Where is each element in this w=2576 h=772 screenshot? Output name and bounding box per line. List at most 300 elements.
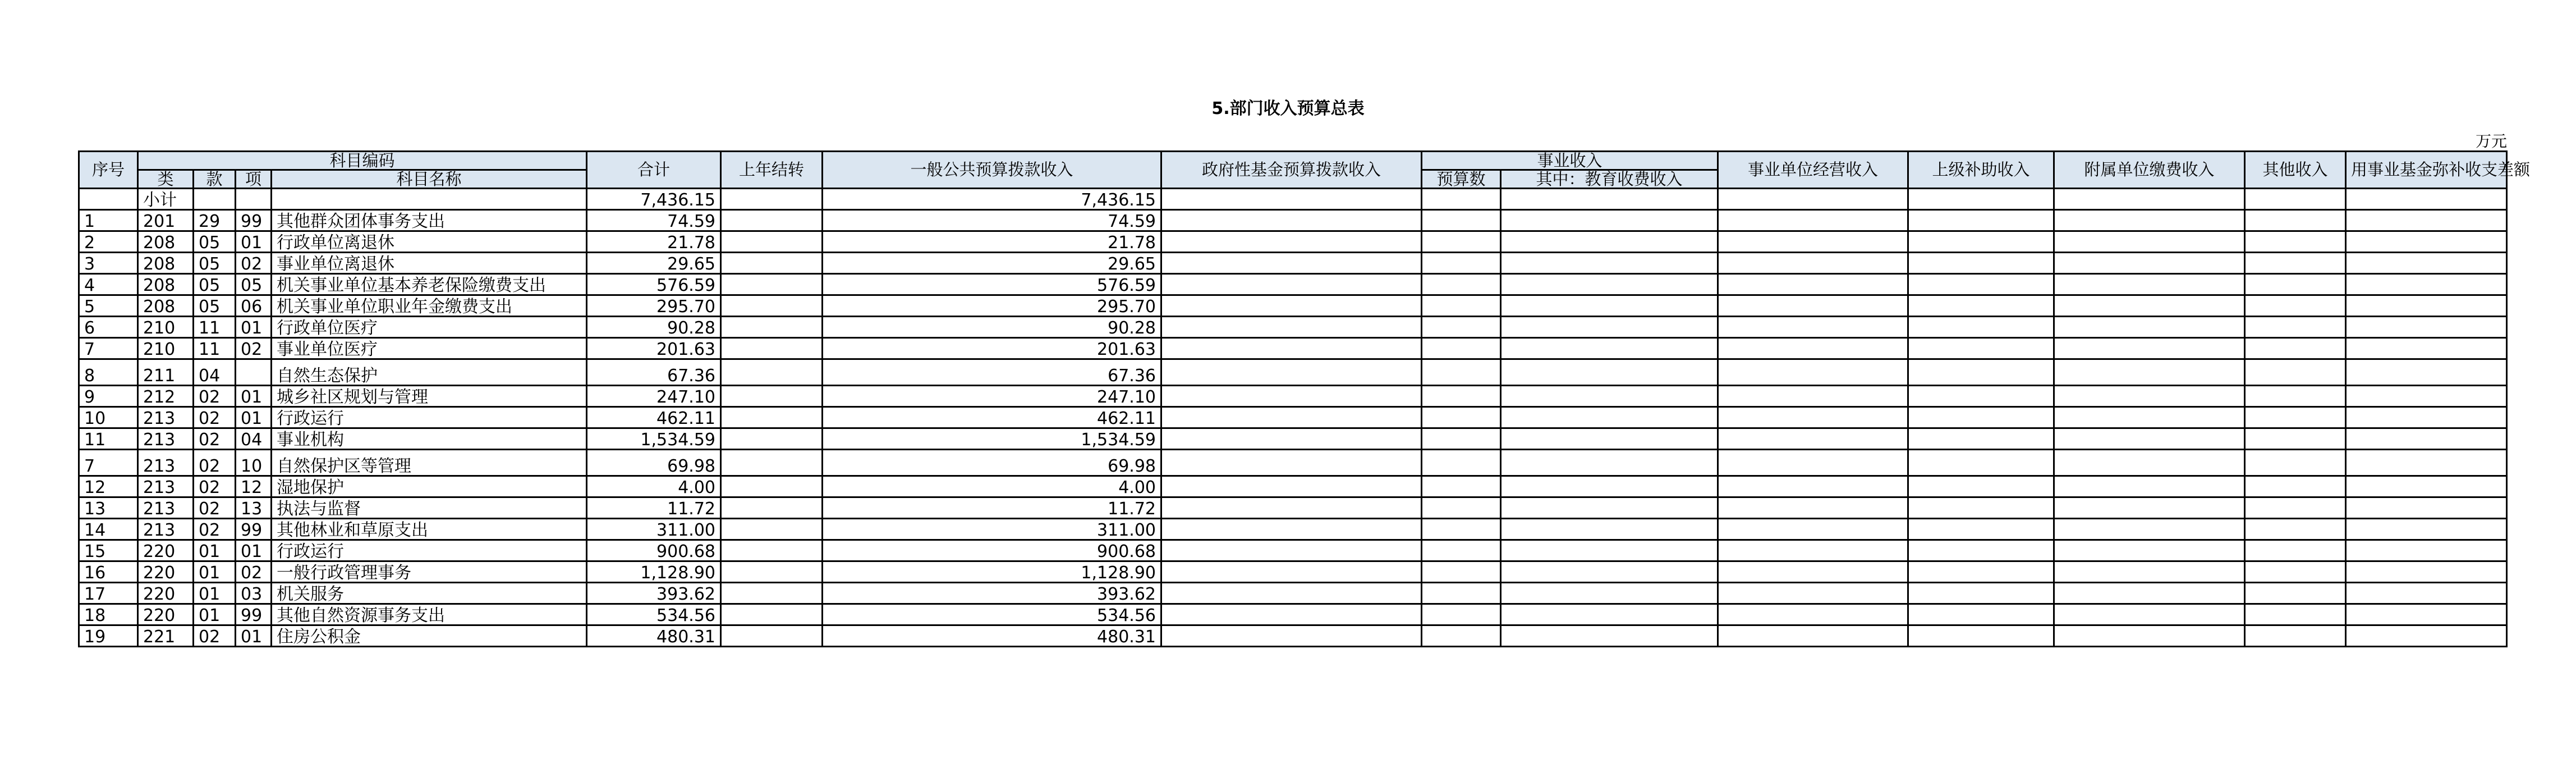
- cell-xiang: 01: [236, 317, 272, 338]
- cell-operating: [1718, 189, 1908, 210]
- cell-career-edu: [1501, 210, 1718, 231]
- cell-affiliate: [2054, 583, 2245, 604]
- cell-kuan: 01: [194, 561, 236, 583]
- cell-govfund: [1161, 386, 1422, 407]
- cell-total: 295.70: [587, 295, 721, 317]
- cell-fund-makeup: [2346, 338, 2507, 359]
- cell-subsidy: [1908, 497, 2054, 519]
- cell-carryover: [721, 231, 823, 253]
- cell-name: 行政单位医疗: [272, 317, 587, 338]
- cell-general: 201.63: [823, 338, 1161, 359]
- cell-seq: [79, 189, 138, 210]
- cell-name: 机关事业单位基本养老保险缴费支出: [272, 274, 587, 295]
- cell-carryover: [721, 407, 823, 428]
- cell-fund-makeup: [2346, 317, 2507, 338]
- cell-career-budget: [1422, 407, 1501, 428]
- cell-carryover: [721, 274, 823, 295]
- cell-career-budget: [1422, 338, 1501, 359]
- cell-affiliate: [2054, 604, 2245, 625]
- cell-operating: [1718, 604, 1908, 625]
- cell-career-edu: [1501, 561, 1718, 583]
- cell-kuan: 05: [194, 274, 236, 295]
- cell-career-budget: [1422, 253, 1501, 274]
- cell-kuan: [194, 189, 236, 210]
- cell-carryover: [721, 497, 823, 519]
- cell-affiliate: [2054, 497, 2245, 519]
- cell-kuan: 05: [194, 295, 236, 317]
- cell-total: 74.59: [587, 210, 721, 231]
- cell-career-edu: [1501, 604, 1718, 625]
- cell-fund-makeup: [2346, 625, 2507, 647]
- cell-seq: 15: [79, 540, 138, 561]
- cell-kuan: 02: [194, 386, 236, 407]
- cell-govfund: [1161, 519, 1422, 540]
- cell-career-budget: [1422, 274, 1501, 295]
- cell-total: 69.98: [587, 450, 721, 476]
- cell-govfund: [1161, 295, 1422, 317]
- header-subsidy: 上级补助收入: [1908, 152, 2054, 189]
- cell-career-budget: [1422, 450, 1501, 476]
- table-row: [79, 497, 2507, 519]
- cell-carryover: [721, 625, 823, 647]
- cell-fund-makeup: [2346, 253, 2507, 274]
- header-govfund: 政府性基金预算拨款收入: [1161, 152, 1422, 189]
- cell-name: 自然生态保护: [272, 359, 587, 386]
- cell-name: 行政单位离退休: [272, 231, 587, 253]
- cell-career-edu: [1501, 386, 1718, 407]
- cell-operating: [1718, 540, 1908, 561]
- cell-total: 480.31: [587, 625, 721, 647]
- cell-other: [2245, 407, 2346, 428]
- cell-affiliate: [2054, 338, 2245, 359]
- cell-affiliate: [2054, 561, 2245, 583]
- cell-kuan: 01: [194, 583, 236, 604]
- cell-career-budget: [1422, 476, 1501, 497]
- cell-total: 534.56: [587, 604, 721, 625]
- cell-fund-makeup: [2346, 497, 2507, 519]
- cell-kuan: 29: [194, 210, 236, 231]
- cell-lei: 210: [138, 317, 194, 338]
- cell-name: 住房公积金: [272, 625, 587, 647]
- cell-subsidy: [1908, 386, 2054, 407]
- cell-seq: 13: [79, 497, 138, 519]
- cell-fund-makeup: [2346, 231, 2507, 253]
- cell-operating: [1718, 253, 1908, 274]
- table-row: [79, 561, 2507, 583]
- cell-name: 行政运行: [272, 540, 587, 561]
- cell-other: [2245, 561, 2346, 583]
- cell-total: 7,436.15: [587, 189, 721, 210]
- cell-seq: 2: [79, 231, 138, 253]
- cell-general: 69.98: [823, 450, 1161, 476]
- cell-operating: [1718, 583, 1908, 604]
- cell-subsidy: [1908, 231, 2054, 253]
- table-row: [79, 295, 2507, 317]
- cell-fund-makeup: [2346, 386, 2507, 407]
- cell-lei: 208: [138, 295, 194, 317]
- cell-carryover: [721, 428, 823, 450]
- cell-seq: 5: [79, 295, 138, 317]
- cell-carryover: [721, 359, 823, 386]
- cell-other: [2245, 274, 2346, 295]
- cell-name: 事业单位医疗: [272, 338, 587, 359]
- cell-other: [2245, 519, 2346, 540]
- cell-carryover: [721, 540, 823, 561]
- cell-name: 自然保护区等管理: [272, 450, 587, 476]
- cell-xiang: 01: [236, 540, 272, 561]
- cell-fund-makeup: [2346, 519, 2507, 540]
- cell-general: 900.68: [823, 540, 1161, 561]
- cell-subsidy: [1908, 189, 2054, 210]
- table-row: [79, 317, 2507, 338]
- cell-fund-makeup: [2346, 189, 2507, 210]
- cell-operating: [1718, 386, 1908, 407]
- cell-general: 393.62: [823, 583, 1161, 604]
- cell-operating: [1718, 210, 1908, 231]
- cell-operating: [1718, 561, 1908, 583]
- cell-career-edu: [1501, 476, 1718, 497]
- cell-total: 11.72: [587, 497, 721, 519]
- cell-fund-makeup: [2346, 295, 2507, 317]
- cell-subsidy: [1908, 210, 2054, 231]
- cell-total: 462.11: [587, 407, 721, 428]
- cell-total: 1,534.59: [587, 428, 721, 450]
- table-row: [79, 231, 2507, 253]
- table-row: [79, 210, 2507, 231]
- cell-general: 295.70: [823, 295, 1161, 317]
- cell-kuan: 02: [194, 625, 236, 647]
- cell-career-edu: [1501, 231, 1718, 253]
- cell-subsidy: [1908, 583, 2054, 604]
- cell-affiliate: [2054, 359, 2245, 386]
- cell-xiang: [236, 189, 272, 210]
- cell-kuan: 01: [194, 604, 236, 625]
- header-xiang: 项: [236, 170, 272, 189]
- cell-lei: 221: [138, 625, 194, 647]
- cell-govfund: [1161, 359, 1422, 386]
- cell-name: 行政运行: [272, 407, 587, 428]
- cell-carryover: [721, 210, 823, 231]
- cell-name: 其他林业和草原支出: [272, 519, 587, 540]
- table-row: [79, 625, 2507, 647]
- cell-affiliate: [2054, 407, 2245, 428]
- cell-career-edu: [1501, 540, 1718, 561]
- table-row: [79, 189, 2507, 210]
- cell-career-budget: [1422, 359, 1501, 386]
- cell-carryover: [721, 253, 823, 274]
- cell-other: [2245, 428, 2346, 450]
- cell-general: 534.56: [823, 604, 1161, 625]
- cell-govfund: [1161, 476, 1422, 497]
- header-general: 一般公共预算拨款收入: [823, 152, 1161, 189]
- cell-xiang: 05: [236, 274, 272, 295]
- cell-lei: 213: [138, 476, 194, 497]
- cell-name: 执法与监督: [272, 497, 587, 519]
- cell-carryover: [721, 386, 823, 407]
- cell-general: 1,128.90: [823, 561, 1161, 583]
- cell-xiang: 01: [236, 625, 272, 647]
- cell-fund-makeup: [2346, 274, 2507, 295]
- cell-name: 一般行政管理事务: [272, 561, 587, 583]
- cell-govfund: [1161, 450, 1422, 476]
- cell-subsidy: [1908, 428, 2054, 450]
- cell-name: 其他自然资源事务支出: [272, 604, 587, 625]
- cell-other: [2245, 359, 2346, 386]
- cell-govfund: [1161, 561, 1422, 583]
- cell-name: 湿地保护: [272, 476, 587, 497]
- cell-career-edu: [1501, 497, 1718, 519]
- cell-subsidy: [1908, 338, 2054, 359]
- cell-operating: [1718, 519, 1908, 540]
- table-row: [79, 407, 2507, 428]
- cell-xiang: 12: [236, 476, 272, 497]
- budget-table: [78, 150, 2531, 647]
- cell-kuan: 02: [194, 407, 236, 428]
- cell-xiang: 01: [236, 407, 272, 428]
- cell-lei: 210: [138, 338, 194, 359]
- cell-operating: [1718, 359, 1908, 386]
- cell-govfund: [1161, 604, 1422, 625]
- cell-carryover: [721, 476, 823, 497]
- cell-operating: [1718, 317, 1908, 338]
- cell-lei: 208: [138, 253, 194, 274]
- cell-lei: 220: [138, 583, 194, 604]
- header-other: 其他收入: [2245, 152, 2346, 189]
- cell-other: [2245, 386, 2346, 407]
- cell-operating: [1718, 274, 1908, 295]
- cell-career-edu: [1501, 295, 1718, 317]
- cell-other: [2245, 625, 2346, 647]
- cell-govfund: [1161, 338, 1422, 359]
- cell-seq: 7: [79, 338, 138, 359]
- cell-seq: 19: [79, 625, 138, 647]
- cell-total: 900.68: [587, 540, 721, 561]
- cell-career-budget: [1422, 231, 1501, 253]
- cell-career-edu: [1501, 189, 1718, 210]
- cell-kuan: 05: [194, 231, 236, 253]
- cell-other: [2245, 450, 2346, 476]
- cell-subsidy: [1908, 407, 2054, 428]
- cell-career-budget: [1422, 540, 1501, 561]
- cell-other: [2245, 295, 2346, 317]
- cell-carryover: [721, 295, 823, 317]
- cell-carryover: [721, 519, 823, 540]
- cell-xiang: 02: [236, 253, 272, 274]
- cell-operating: [1718, 476, 1908, 497]
- cell-xiang: 99: [236, 210, 272, 231]
- cell-fund-makeup: [2346, 476, 2507, 497]
- cell-lei: 201: [138, 210, 194, 231]
- cell-career-budget: [1422, 604, 1501, 625]
- cell-subsidy: [1908, 476, 2054, 497]
- cell-xiang: [236, 359, 272, 386]
- cell-other: [2245, 604, 2346, 625]
- cell-subsidy: [1908, 359, 2054, 386]
- cell-carryover: [721, 604, 823, 625]
- header-fund-makeup: 用事业基金弥补收支差额: [2346, 152, 2507, 189]
- cell-affiliate: [2054, 274, 2245, 295]
- cell-xiang: 03: [236, 583, 272, 604]
- cell-career-edu: [1501, 625, 1718, 647]
- cell-govfund: [1161, 625, 1422, 647]
- table-row: [79, 428, 2507, 450]
- cell-lei: 220: [138, 561, 194, 583]
- cell-general: 29.65: [823, 253, 1161, 274]
- cell-xiang: 04: [236, 428, 272, 450]
- cell-total: 201.63: [587, 338, 721, 359]
- cell-general: 90.28: [823, 317, 1161, 338]
- cell-govfund: [1161, 497, 1422, 519]
- cell-career-budget: [1422, 583, 1501, 604]
- cell-other: [2245, 253, 2346, 274]
- cell-lei: 213: [138, 450, 194, 476]
- cell-xiang: 02: [236, 338, 272, 359]
- cell-career-edu: [1501, 519, 1718, 540]
- cell-fund-makeup: [2346, 561, 2507, 583]
- cell-other: [2245, 476, 2346, 497]
- table-row: [79, 519, 2507, 540]
- cell-subsidy: [1908, 295, 2054, 317]
- cell-general: 67.36: [823, 359, 1161, 386]
- cell-total: 90.28: [587, 317, 721, 338]
- cell-fund-makeup: [2346, 604, 2507, 625]
- cell-xiang: 99: [236, 604, 272, 625]
- cell-career-edu: [1501, 428, 1718, 450]
- cell-fund-makeup: [2346, 407, 2507, 428]
- cell-career-edu: [1501, 359, 1718, 386]
- cell-general: 11.72: [823, 497, 1161, 519]
- table-row: [79, 253, 2507, 274]
- table-row: [79, 540, 2507, 561]
- cell-kuan: 02: [194, 519, 236, 540]
- cell-fund-makeup: [2346, 450, 2507, 476]
- cell-carryover: [721, 450, 823, 476]
- cell-lei: 213: [138, 428, 194, 450]
- cell-xiang: 02: [236, 561, 272, 583]
- cell-govfund: [1161, 210, 1422, 231]
- cell-fund-makeup: [2346, 540, 2507, 561]
- cell-name: 事业机构: [272, 428, 587, 450]
- table-row: [79, 604, 2507, 625]
- cell-govfund: [1161, 253, 1422, 274]
- cell-carryover: [721, 583, 823, 604]
- cell-general: 4.00: [823, 476, 1161, 497]
- cell-other: [2245, 231, 2346, 253]
- cell-lei: 213: [138, 497, 194, 519]
- cell-operating: [1718, 497, 1908, 519]
- cell-career-edu: [1501, 450, 1718, 476]
- cell-career-budget: [1422, 519, 1501, 540]
- cell-career-edu: [1501, 338, 1718, 359]
- header-career-edu: 其中：教育收费收入: [1501, 170, 1718, 189]
- cell-operating: [1718, 450, 1908, 476]
- cell-lei: 213: [138, 519, 194, 540]
- cell-general: 247.10: [823, 386, 1161, 407]
- cell-subsidy: [1908, 253, 2054, 274]
- cell-seq: 10: [79, 407, 138, 428]
- cell-other: [2245, 317, 2346, 338]
- cell-kuan: 11: [194, 317, 236, 338]
- cell-total: 67.36: [587, 359, 721, 386]
- cell-operating: [1718, 625, 1908, 647]
- header-affiliate: 附属单位缴费收入: [2054, 152, 2245, 189]
- cell-career-edu: [1501, 274, 1718, 295]
- header-career-budget: 预算数: [1422, 170, 1501, 189]
- cell-affiliate: [2054, 210, 2245, 231]
- cell-operating: [1718, 338, 1908, 359]
- cell-fund-makeup: [2346, 210, 2507, 231]
- cell-career-edu: [1501, 583, 1718, 604]
- cell-general: 311.00: [823, 519, 1161, 540]
- cell-operating: [1718, 295, 1908, 317]
- cell-seq: 4: [79, 274, 138, 295]
- cell-total: 29.65: [587, 253, 721, 274]
- cell-name: 事业单位离退休: [272, 253, 587, 274]
- cell-career-budget: [1422, 210, 1501, 231]
- cell-seq: 7: [79, 450, 138, 476]
- cell-govfund: [1161, 583, 1422, 604]
- cell-kuan: 02: [194, 428, 236, 450]
- header-career-group: 事业收入: [1422, 152, 1718, 170]
- header-lei: 类: [138, 170, 194, 189]
- cell-govfund: [1161, 189, 1422, 210]
- cell-affiliate: [2054, 519, 2245, 540]
- cell-career-budget: [1422, 189, 1501, 210]
- cell-general: 74.59: [823, 210, 1161, 231]
- cell-career-edu: [1501, 317, 1718, 338]
- cell-career-budget: [1422, 497, 1501, 519]
- cell-name: 机关事业单位职业年金缴费支出: [272, 295, 587, 317]
- cell-operating: [1718, 231, 1908, 253]
- cell-xiang: 06: [236, 295, 272, 317]
- cell-lei: 208: [138, 274, 194, 295]
- cell-affiliate: [2054, 386, 2245, 407]
- cell-other: [2245, 189, 2346, 210]
- table-row: [79, 583, 2507, 604]
- header-row-1: [79, 152, 2507, 170]
- cell-lei: 212: [138, 386, 194, 407]
- cell-seq: 16: [79, 561, 138, 583]
- cell-govfund: [1161, 317, 1422, 338]
- cell-affiliate: [2054, 450, 2245, 476]
- cell-kuan: 02: [194, 476, 236, 497]
- cell-lei: 220: [138, 540, 194, 561]
- table-row: [79, 274, 2507, 295]
- cell-kuan: 01: [194, 540, 236, 561]
- cell-other: [2245, 540, 2346, 561]
- header-carryover: 上年结转: [721, 152, 823, 189]
- cell-lei: 211: [138, 359, 194, 386]
- cell-general: 21.78: [823, 231, 1161, 253]
- cell-affiliate: [2054, 317, 2245, 338]
- cell-total: 1,128.90: [587, 561, 721, 583]
- cell-total: 247.10: [587, 386, 721, 407]
- cell-career-budget: [1422, 386, 1501, 407]
- cell-xiang: 01: [236, 386, 272, 407]
- cell-name: 其他群众团体事务支出: [272, 210, 587, 231]
- cell-kuan: 11: [194, 338, 236, 359]
- cell-general: 462.11: [823, 407, 1161, 428]
- table-row: [79, 338, 2507, 359]
- cell-affiliate: [2054, 231, 2245, 253]
- cell-career-edu: [1501, 253, 1718, 274]
- cell-career-budget: [1422, 428, 1501, 450]
- cell-govfund: [1161, 274, 1422, 295]
- cell-total: 311.00: [587, 519, 721, 540]
- cell-other: [2245, 338, 2346, 359]
- cell-subsidy: [1908, 540, 2054, 561]
- cell-affiliate: [2054, 625, 2245, 647]
